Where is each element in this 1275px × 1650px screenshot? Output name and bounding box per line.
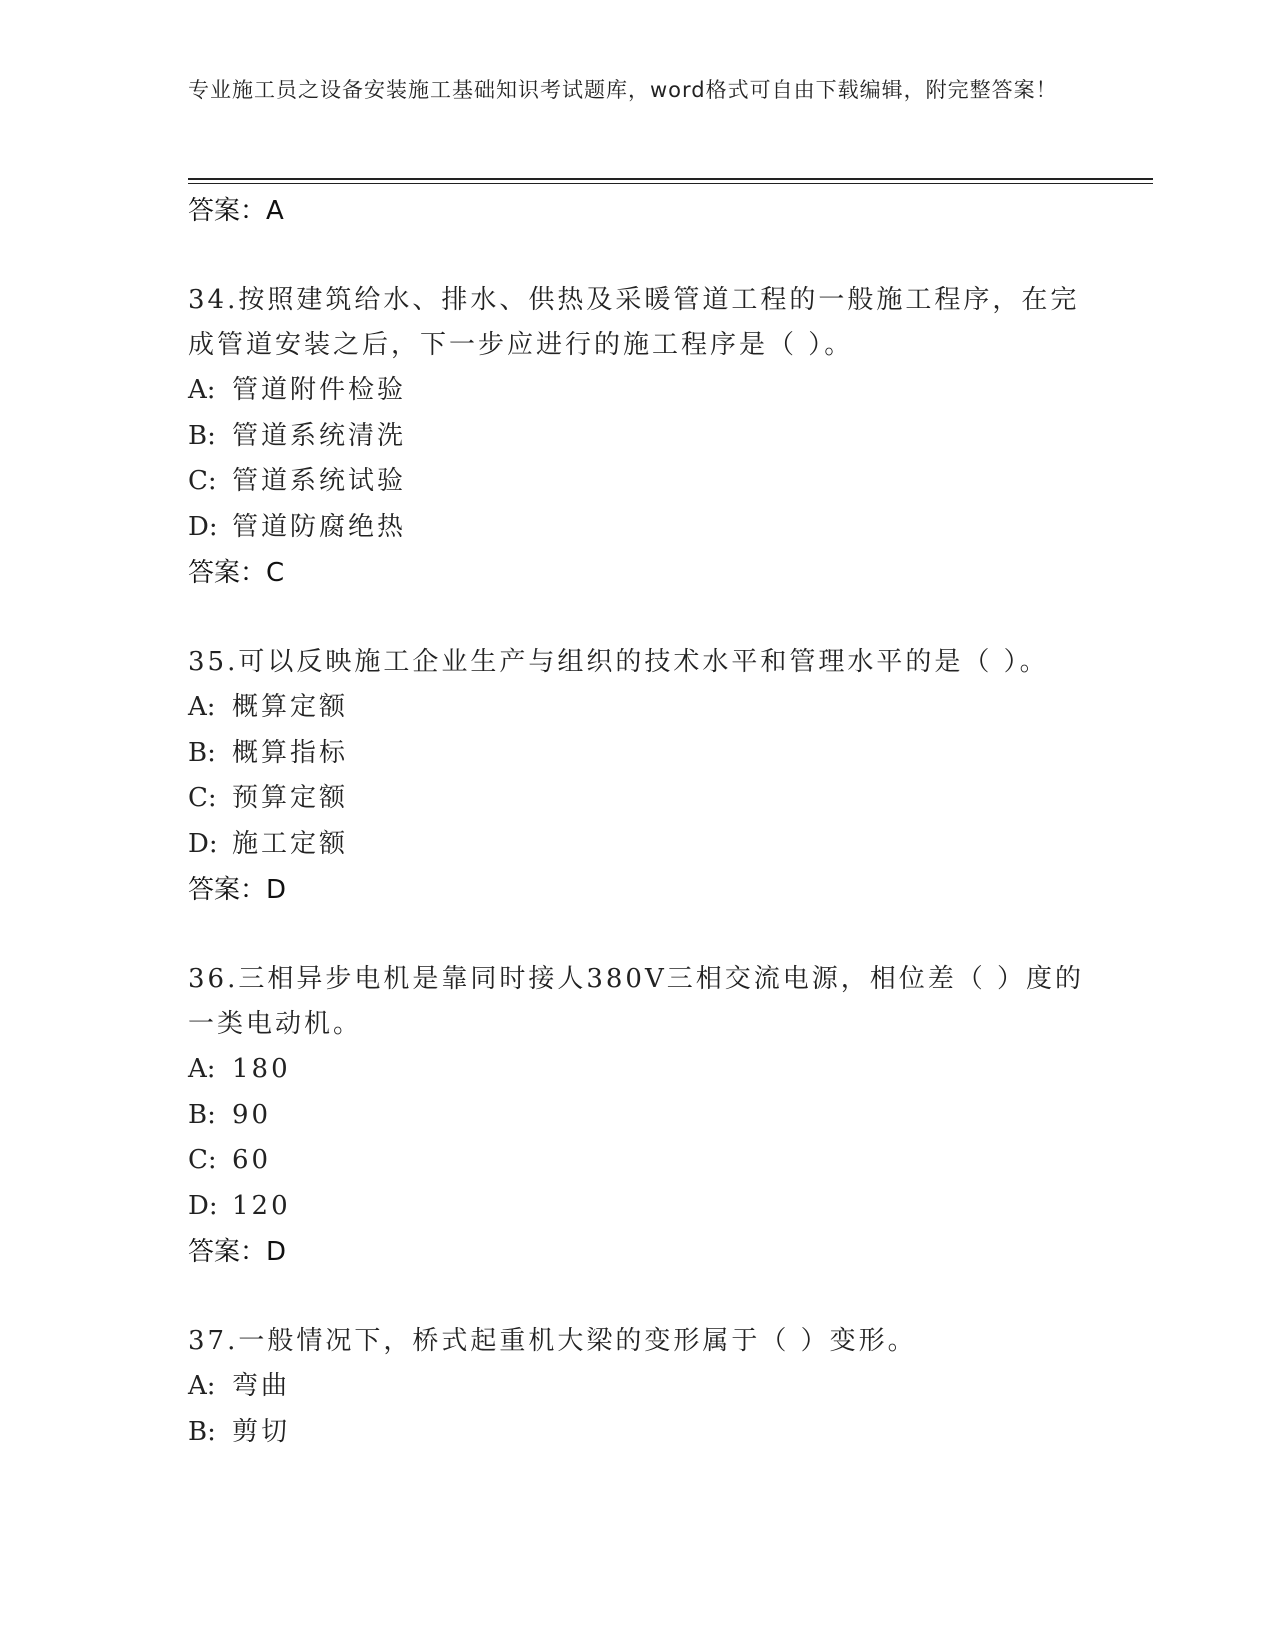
answer-line: 答案：D [188,1237,287,1267]
answer-line: 答案：A [188,196,284,226]
question-text: 36.三相异步电机是靠同时接人380V三相交流电源，相位差（ ）度的一类电动机。 [188,964,1085,1039]
question-block [188,278,1088,596]
option-text: 预算定额 [232,783,349,813]
question-text: 35.可以反映施工企业生产与组织的技术水平和管理水平的是（ ）。 [188,647,1049,677]
question-block [188,640,1088,913]
option-item [188,776,1088,822]
header-divider-thin [188,183,1153,184]
question-text: 37.一般情况下，桥式起重机大梁的变形属于（ ）变形。 [188,1326,917,1356]
answer-line: 答案：D [188,875,287,905]
answer-line: 答案：C [188,558,285,588]
option-item [188,1093,1088,1139]
option-item [188,1410,1088,1456]
option-text: 180 [232,1054,291,1084]
option-item [188,368,1088,414]
option-item [188,414,1088,460]
option-label: B: [188,737,216,768]
option-label: B: [188,1416,216,1447]
option-text: 管道系统试验 [232,466,407,496]
option-label: A: [188,1054,216,1084]
option-item [188,459,1088,505]
option-text: 120 [232,1190,291,1221]
option-text: 剪切 [232,1416,291,1447]
option-label: A: [188,692,216,722]
question-text: 34.按照建筑给水、排水、供热及采暖管道工程的一般施工程序，在完成管道安装之后，下一步应进行的施工程序是（ ）。 [188,285,1080,360]
option-label: D: [188,1190,218,1221]
option-label: C: [188,1145,217,1175]
option-label: C: [188,466,217,496]
option-item [188,1184,1088,1230]
option-item [188,505,1088,551]
option-text: 概算指标 [232,737,349,768]
question-block [188,957,1088,1275]
option-text: 60 [232,1145,272,1175]
option-item [188,1047,1088,1093]
option-label: D: [188,511,218,542]
option-text: 管道附件检验 [232,375,407,405]
option-item [188,685,1088,731]
option-item [188,1364,1088,1410]
question-list [188,188,1088,1455]
option-label: A: [188,1371,216,1401]
option-label: B: [188,1099,216,1130]
option-item [188,731,1088,777]
option-label: A: [188,375,216,405]
question-block [188,1319,1088,1455]
document-header: 专业施工员之设备安装施工基础知识考试题库，word格式可自由下载编辑，附完整答案！ [188,78,1058,102]
option-item [188,1138,1088,1184]
option-text: 管道系统清洗 [232,420,407,451]
option-item [188,822,1088,868]
option-text: 管道防腐绝热 [232,511,407,542]
option-text: 施工定额 [232,828,349,859]
option-label: C: [188,783,217,813]
option-text: 90 [232,1099,272,1130]
option-text: 概算定额 [232,692,349,722]
option-text: 弯曲 [232,1371,291,1401]
header-divider-thick [188,178,1153,180]
option-label: D: [188,828,218,859]
option-label: B: [188,420,216,451]
